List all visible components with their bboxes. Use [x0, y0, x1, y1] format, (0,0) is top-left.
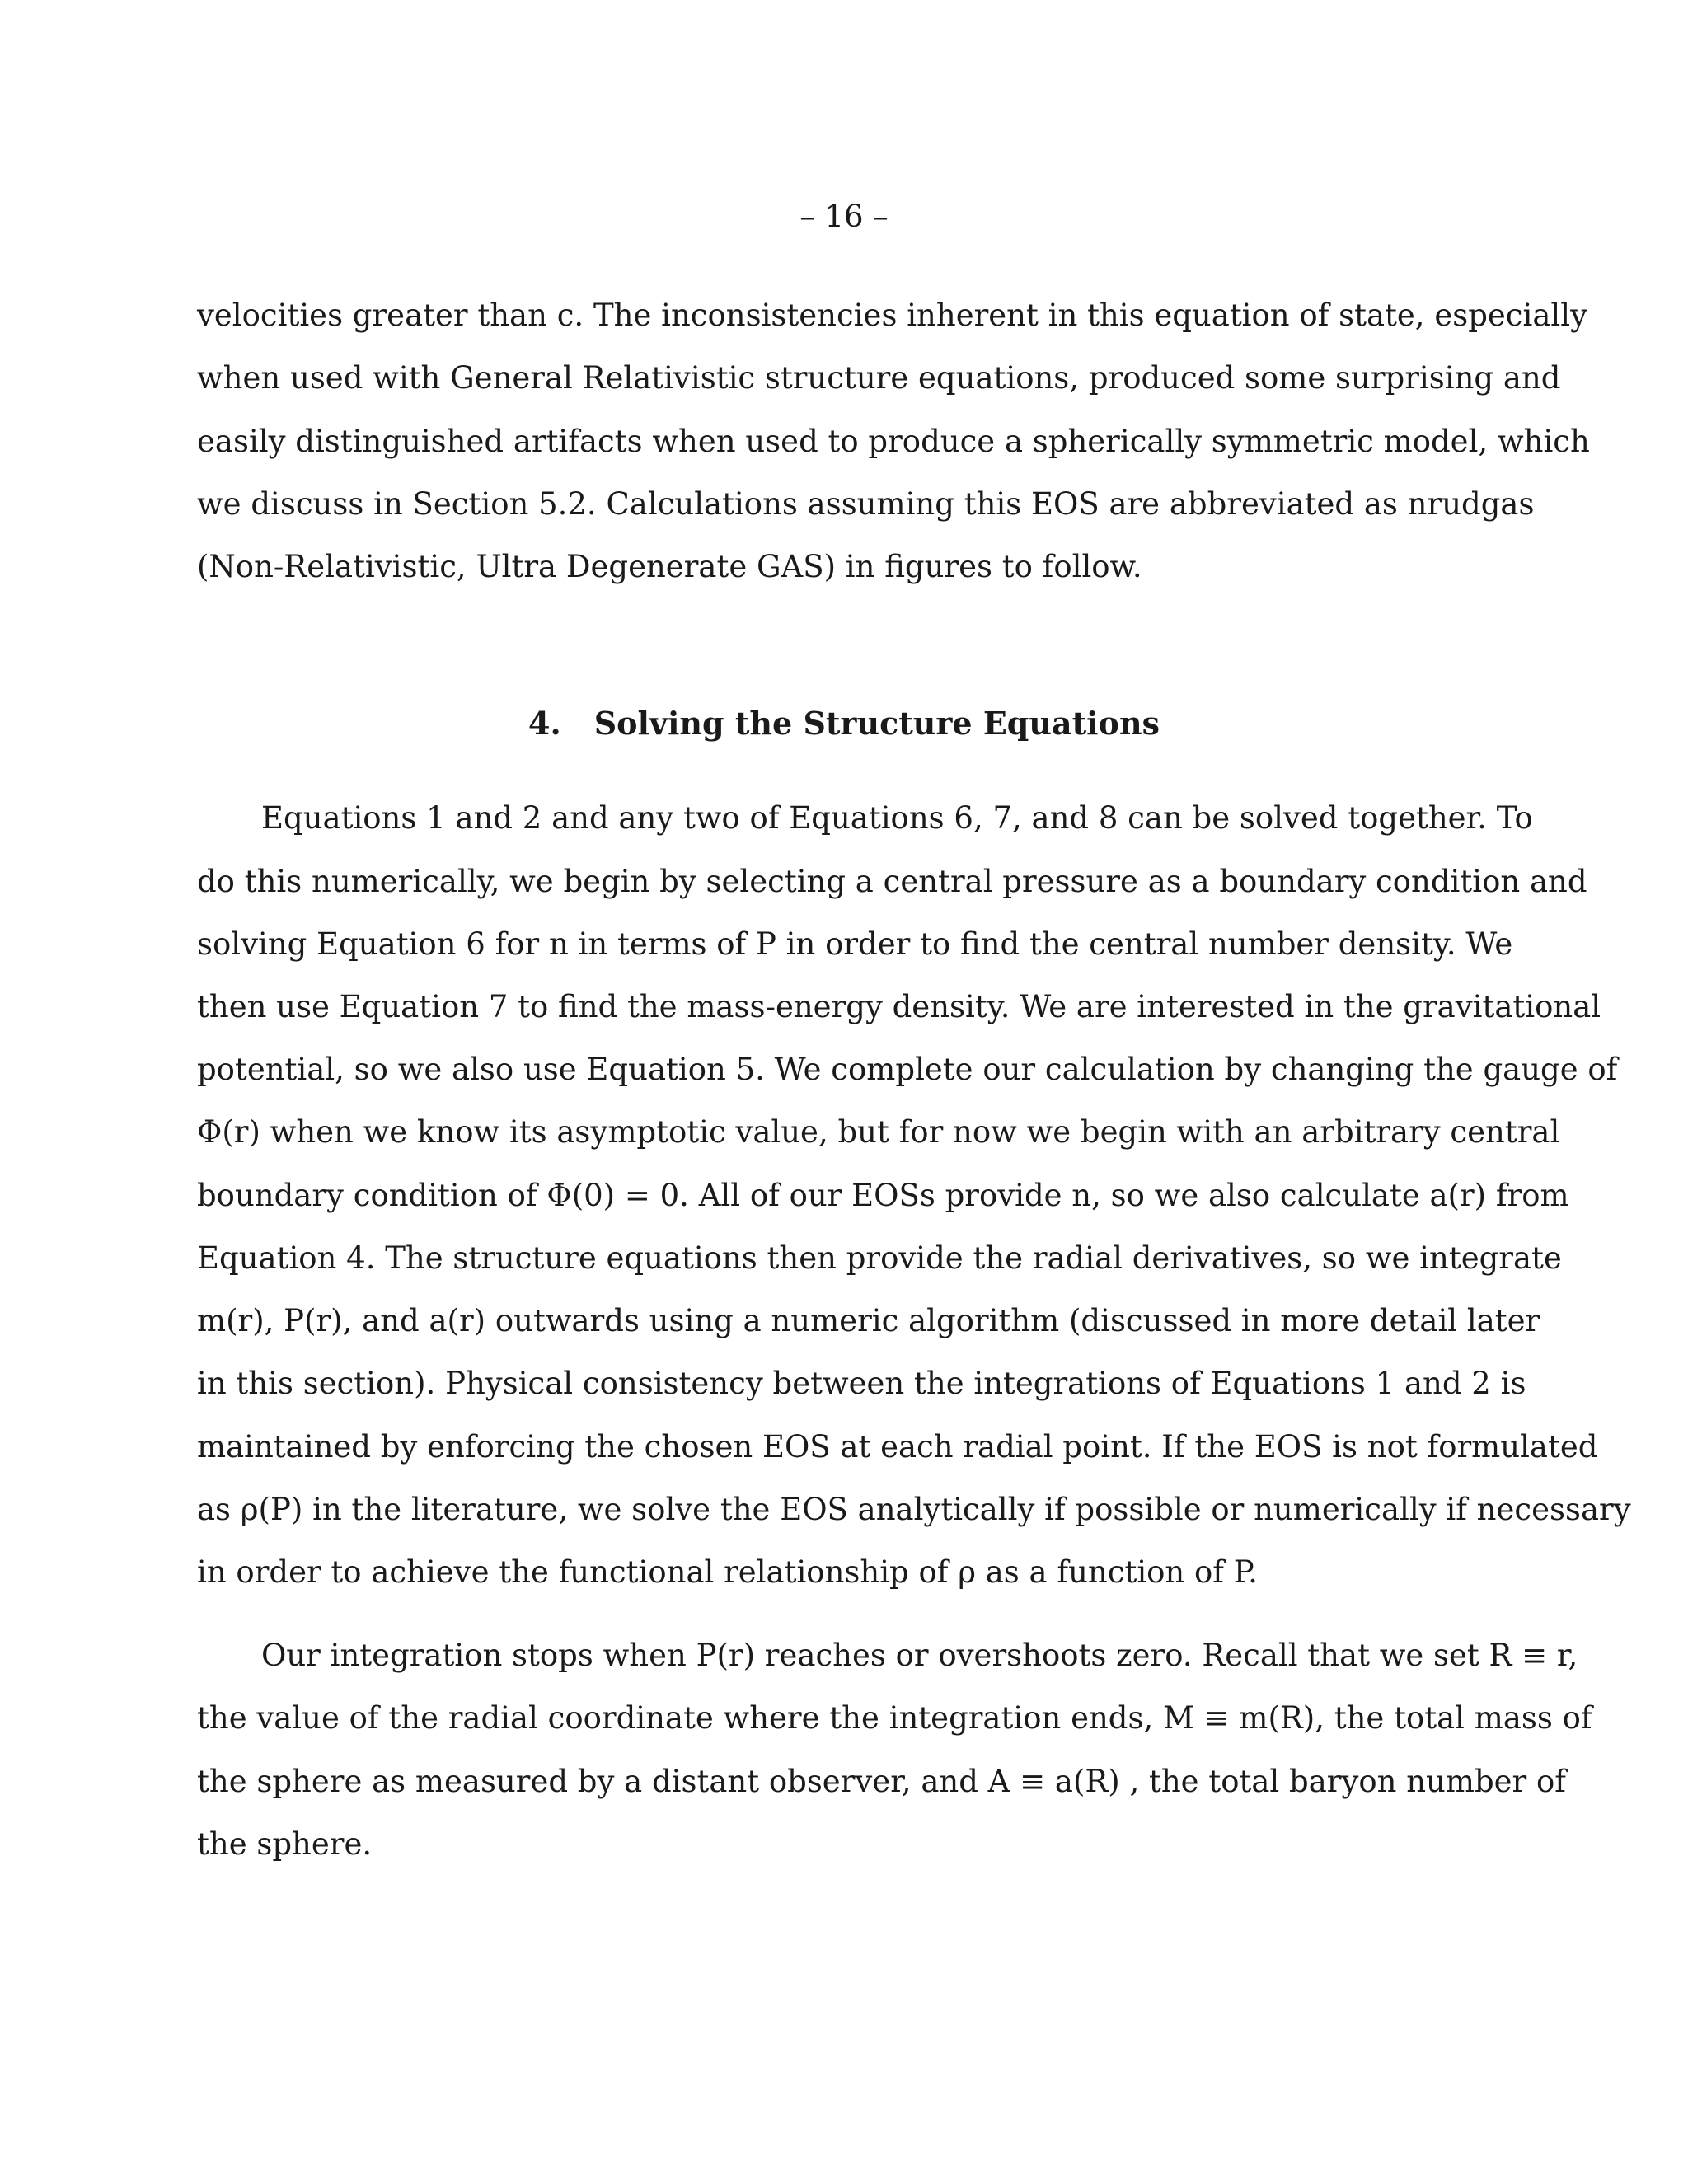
paragraph-3-line: the sphere.	[197, 1826, 373, 1862]
paragraph-2-line: potential, so we also use Equation 5. We complete our calculation by changing the gauge of	[197, 1052, 1618, 1087]
paragraph-2-line: Equations 1 and 2 and any two of Equations 6, 7, and 8 can be solved together. To	[261, 800, 1533, 836]
paragraph-1-line: velocities greater than c. The inconsistencies inherent in this equation of state, especially	[197, 298, 1587, 333]
paragraph-3-line: the sphere as measured by a distant observer, and A ≡ a(R) , the total baryon number of	[197, 1764, 1566, 1799]
section-title: Solving the Structure Equations	[593, 705, 1160, 742]
paragraph-2-line: as ρ(P) in the literature, we solve the EOS analytically if possible or numerically if necessary	[197, 1492, 1631, 1527]
page-number: – 16 –	[799, 199, 889, 234]
paragraph-2-line: in this section). Physical consistency between the integrations of Equations 1 and 2 is	[197, 1366, 1526, 1401]
paragraph-1-line: we discuss in Section 5.2. Calculations assuming this EOS are abbreviated as nrudgas	[197, 486, 1535, 522]
paragraph-2-line: then use Equation 7 to find the mass-energy density. We are interested in the gravitational	[197, 989, 1601, 1024]
paragraph-2-line: boundary condition of Φ(0) = 0. All of our EOSs provide n, so we also calculate a(r) from	[197, 1178, 1569, 1213]
paragraph-2-line: m(r), P(r), and a(r) outwards using a numeric algorithm (discussed in more detail later	[197, 1303, 1540, 1338]
paragraph-2-line: Φ(r) when we know its asymptotic value, but for now we begin with an arbitrary central	[197, 1114, 1560, 1150]
section-number: 4.	[528, 705, 561, 742]
section-heading	[0, 703, 1688, 744]
paragraph-2-line: Equation 4. The structure equations then provide the radial derivatives, so we integrate	[197, 1240, 1562, 1276]
paragraph-2-line: in order to achieve the functional relationship of ρ as a function of P.	[197, 1554, 1258, 1590]
paragraph-1-line: easily distinguished artifacts when used to produce a spherically symmetric model, which	[197, 424, 1590, 459]
paragraph-1-line: (Non-Relativistic, Ultra Degenerate GAS) in figures to follow.	[197, 549, 1142, 584]
paragraph-1-line: when used with General Relativistic structure equations, produced some surprising and	[197, 360, 1561, 396]
paragraph-2-line: solving Equation 6 for n in terms of P in order to find the central number density. We	[197, 926, 1513, 962]
paragraph-2-line: maintained by enforcing the chosen EOS at each radial point. If the EOS is not formulated	[197, 1429, 1598, 1465]
paragraph-3-line: Our integration stops when P(r) reaches or overshoots zero. Recall that we set R ≡ r,	[261, 1638, 1578, 1673]
paragraph-3-line: the value of the radial coordinate where the integration ends, M ≡ m(R), the total mass of	[197, 1700, 1592, 1736]
paragraph-2-line: do this numerically, we begin by selecting a central pressure as a boundary condition and	[197, 864, 1587, 899]
